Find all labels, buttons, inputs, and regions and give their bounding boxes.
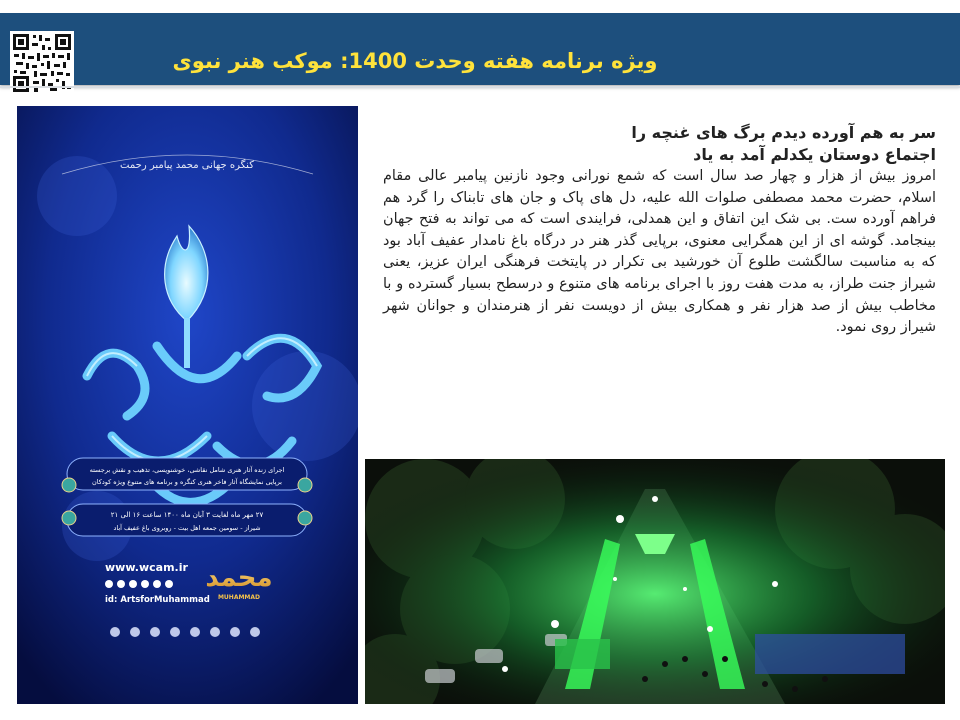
event-poster (17, 106, 358, 704)
event-night-photo (365, 459, 945, 704)
poster-arc-text: کنگره جهانی محمد پیامبر رحمت (120, 160, 254, 171)
poem-line-2: اجتماع دوستان یکدلم آمد به یاد (693, 145, 936, 164)
poster-artwork (17, 106, 358, 704)
poster-info-line2: برپایی نمایشگاه آثار فاخر هنری کنگره و برنامه های متنوع ویژه کودکان (92, 478, 282, 486)
article-body: امروز بیش از هزار و چهار صد سال است که شمع نورانی وجود نازنین پیامبر عالی مقام اسلام، حضرت محمد مصطفی صلوات الله علیه، دل های پاک و جان های تابناک را گرد هم فراهم آورده ست. بی شک این اتفاق و این همدلی، فرایندی است که می تواند به فتح جهان بینجامد. گوشه ای از این همگرایی معنوی، برپایی گذر هنر در درگاه باغ نامدار عفیف آباد بود که به مناسبت سالگشت طلوع آن خورشید بی تکرار در پایتخت فرهنگی ایران عزیز، یعنی شیراز جنت طراز، به مدت هفت روز با اجرای برنامه های متنوع و درسطح بسیار گسترده و با مخاطب بیش از صد هزار نفر و همکاری بیش از دویست نفر از هنرمندان و جوانان شهر شیراز روی نمود. (383, 168, 936, 336)
header-bar (0, 13, 960, 85)
svg-text:محمد: محمد (205, 563, 273, 593)
header-divider (0, 86, 960, 88)
poem-line-1: سر به هم آورده دیدم برگ های غنچه را (631, 123, 936, 142)
svg-text:MUHAMMAD: MUHAMMAD (217, 594, 261, 601)
poster-info-line3: ۲۷ مهر ماه لغایت ۳ آبان ماه ۱۴۰۰ ساعت ۱۶ الی ۲۱ (110, 511, 264, 519)
article (383, 122, 936, 339)
page-title: ویژه برنامه هفته وحدت 1400: موکب هنر نبوی (172, 49, 658, 73)
poster-info-line4: شیراز - سومین جمعه اهل بیت - روبروی باغ عفیف آباد (113, 524, 261, 532)
poster-info-line1: اجرای زنده آثار هنری شامل نقاشی، خوشنویسی، تذهیب و نقش برجسته (89, 466, 285, 474)
poster-social-id: id: ArtsforMuhammad (105, 595, 210, 605)
poster-website: www.wcam.ir (105, 561, 188, 574)
